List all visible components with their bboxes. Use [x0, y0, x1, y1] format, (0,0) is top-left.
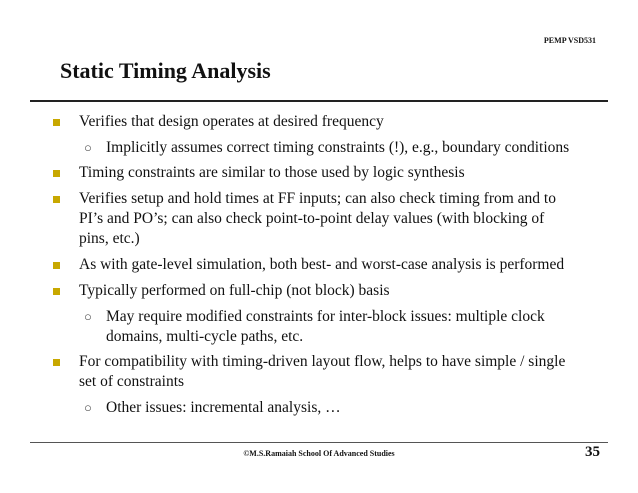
- bullet-text: Timing constraints are similar to those used by logic synthesis: [79, 164, 465, 181]
- bullet-item: [0, 352, 638, 392]
- sub-bullet-item: [0, 138, 638, 158]
- sub-bullet-item: [0, 307, 638, 347]
- bullet-text: May require modified constraints for inter-block issues: multiple clock domains, multi-cycle paths, etc.: [106, 308, 545, 345]
- footer-credit: ©M.S.Ramaiah School Of Advanced Studies: [243, 449, 395, 458]
- circle-bullet-icon: ○: [84, 140, 92, 155]
- bullet-text: Verifies that design operates at desired frequency: [79, 113, 384, 130]
- bullet-text: As with gate-level simulation, both best- and worst-case analysis is performed: [79, 256, 565, 273]
- slide-title: Static Timing Analysis: [60, 58, 271, 83]
- footer-divider: [30, 442, 608, 443]
- square-bullet-icon: [53, 119, 60, 126]
- bullet-list: [0, 112, 638, 423]
- bullet-item: [0, 112, 638, 132]
- square-bullet-icon: [53, 170, 60, 177]
- bullet-item: [0, 281, 638, 301]
- bullet-text: Other issues: incremental analysis, …: [106, 399, 341, 416]
- square-bullet-icon: [53, 359, 60, 366]
- bullet-text: Verifies setup and hold times at FF inputs; can also check timing from and to PI’s and PO’s; can also check point-to-point delay values (with blocking of pins, etc.): [79, 190, 556, 247]
- bullet-item: [0, 255, 638, 275]
- square-bullet-icon: [53, 196, 60, 203]
- circle-bullet-icon: ○: [84, 309, 92, 324]
- circle-bullet-icon: ○: [84, 400, 92, 415]
- course-code: PEMP VSD531: [543, 36, 596, 45]
- bullet-text: For compatibility with timing-driven layout flow, helps to have simple / single set of constraints: [79, 353, 566, 390]
- square-bullet-icon: [53, 288, 60, 295]
- bullet-item: [0, 189, 638, 249]
- square-bullet-icon: [53, 262, 60, 269]
- title-divider: [30, 100, 608, 102]
- sub-bullet-item: [0, 398, 638, 418]
- bullet-text: Typically performed on full-chip (not block) basis: [79, 282, 390, 299]
- page-number: 35: [585, 444, 600, 460]
- bullet-text: Implicitly assumes correct timing constraints (!), e.g., boundary conditions: [106, 139, 570, 156]
- bullet-item: [0, 163, 638, 183]
